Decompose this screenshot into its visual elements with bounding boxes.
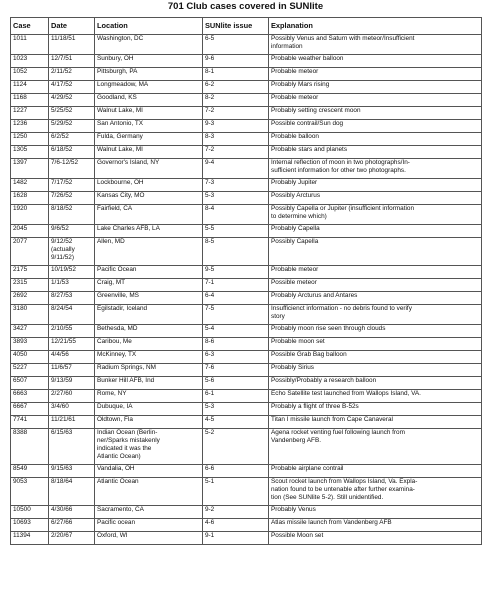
case-cell: 9053 bbox=[11, 478, 49, 506]
case-cell: 10693 bbox=[11, 519, 49, 532]
issue-cell: 8-4 bbox=[203, 205, 269, 225]
explanation-cell: Probably Capella bbox=[269, 225, 482, 238]
issue-cell: 6-6 bbox=[203, 465, 269, 478]
location-cell: Sunbury, OH bbox=[95, 55, 203, 68]
location-cell: McKinney, TX bbox=[95, 351, 203, 364]
location-cell: Fairfield, CA bbox=[95, 205, 203, 225]
table-row bbox=[11, 532, 482, 545]
explanation-cell: Probably Venus bbox=[269, 506, 482, 519]
issue-cell: 5-6 bbox=[203, 377, 269, 390]
table-row bbox=[11, 506, 482, 519]
date-cell: 8/27/53 bbox=[49, 292, 95, 305]
issue-cell: 8-3 bbox=[203, 133, 269, 146]
issue-cell: 7-1 bbox=[203, 279, 269, 292]
explanation-cell: Probable moon set bbox=[269, 338, 482, 351]
explanation-cell: Probably Mars rising bbox=[269, 81, 482, 94]
explanation-cell: Possibly Capella or Jupiter (insufficient information to determine which) bbox=[269, 205, 482, 225]
issue-cell: 6-5 bbox=[203, 35, 269, 55]
issue-cell: 4-5 bbox=[203, 416, 269, 429]
case-cell: 1628 bbox=[11, 192, 49, 205]
issue-cell: 6-4 bbox=[203, 292, 269, 305]
issue-cell: 7-5 bbox=[203, 305, 269, 325]
case-cell: 1305 bbox=[11, 146, 49, 159]
case-cell: 1920 bbox=[11, 205, 49, 225]
case-cell: 3893 bbox=[11, 338, 49, 351]
case-cell: 1011 bbox=[11, 35, 49, 55]
location-cell: Lake Charles AFB, LA bbox=[95, 225, 203, 238]
explanation-cell: Possibly Capella bbox=[269, 238, 482, 266]
location-cell: San Antonio, TX bbox=[95, 120, 203, 133]
date-cell: 11/6/57 bbox=[49, 364, 95, 377]
issue-cell: 9-1 bbox=[203, 532, 269, 545]
table-row bbox=[11, 133, 482, 146]
table-body bbox=[11, 35, 482, 545]
date-cell: 12/7/51 bbox=[49, 55, 95, 68]
explanation-cell: Probable stars and planets bbox=[269, 146, 482, 159]
issue-cell: 5-4 bbox=[203, 325, 269, 338]
case-cell: 4050 bbox=[11, 351, 49, 364]
table-row bbox=[11, 416, 482, 429]
location-cell: Kansas City, MO bbox=[95, 192, 203, 205]
table-row bbox=[11, 403, 482, 416]
table-row bbox=[11, 55, 482, 68]
issue-cell: 9-6 bbox=[203, 55, 269, 68]
explanation-cell: Probably Arcturus and Antares bbox=[269, 292, 482, 305]
explanation-cell: Titan I missile launch from Cape Canaveral bbox=[269, 416, 482, 429]
header-date: Date bbox=[49, 18, 95, 35]
issue-cell: 8-2 bbox=[203, 94, 269, 107]
location-cell: Longmeadow, MA bbox=[95, 81, 203, 94]
table-row bbox=[11, 120, 482, 133]
case-cell: 3427 bbox=[11, 325, 49, 338]
location-cell: Goodland, KS bbox=[95, 94, 203, 107]
table-row bbox=[11, 390, 482, 403]
case-cell: 1482 bbox=[11, 179, 49, 192]
table-row bbox=[11, 325, 482, 338]
case-cell: 2077 bbox=[11, 238, 49, 266]
location-cell: Craig, MT bbox=[95, 279, 203, 292]
table-row bbox=[11, 94, 482, 107]
location-cell: Walnut Lake, MI bbox=[95, 107, 203, 120]
explanation-cell: Insufficienct information - no debris found to verify story bbox=[269, 305, 482, 325]
case-cell: 2045 bbox=[11, 225, 49, 238]
date-cell: 5/25/52 bbox=[49, 107, 95, 120]
date-cell: 7/26/52 bbox=[49, 192, 95, 205]
table-row bbox=[11, 205, 482, 225]
issue-cell: 9-2 bbox=[203, 506, 269, 519]
issue-cell: 7-6 bbox=[203, 364, 269, 377]
issue-cell: 7-2 bbox=[203, 146, 269, 159]
explanation-cell: Possible contrail/Sun dog bbox=[269, 120, 482, 133]
explanation-cell: Possible Moon set bbox=[269, 532, 482, 545]
date-cell: 6/18/52 bbox=[49, 146, 95, 159]
date-cell: 10/19/52 bbox=[49, 266, 95, 279]
date-cell: 7/17/52 bbox=[49, 179, 95, 192]
location-cell: Oldtown, Fla bbox=[95, 416, 203, 429]
table-row bbox=[11, 478, 482, 506]
issue-cell: 9-5 bbox=[203, 266, 269, 279]
case-cell: 8549 bbox=[11, 465, 49, 478]
location-cell: Fulda, Germany bbox=[95, 133, 203, 146]
case-cell: 1250 bbox=[11, 133, 49, 146]
location-cell: Indian Ocean (Berlin- ner/Sparks mistakenly indicated it was the Atlantic Ocean) bbox=[95, 429, 203, 465]
case-cell: 6507 bbox=[11, 377, 49, 390]
date-cell: 4/29/52 bbox=[49, 94, 95, 107]
explanation-cell: Agena rocket venting fuel following launch from Vandenberg AFB. bbox=[269, 429, 482, 465]
issue-cell: 6-1 bbox=[203, 390, 269, 403]
location-cell: Governor's Island, NY bbox=[95, 159, 203, 179]
date-cell: 5/29/52 bbox=[49, 120, 95, 133]
case-cell: 2315 bbox=[11, 279, 49, 292]
explanation-cell: Probably Jupiter bbox=[269, 179, 482, 192]
case-cell: 6663 bbox=[11, 390, 49, 403]
location-cell: Pittsburgh, PA bbox=[95, 68, 203, 81]
issue-cell: 5-5 bbox=[203, 225, 269, 238]
explanation-cell: Probably a flight of three B-52s bbox=[269, 403, 482, 416]
date-cell: 4/30/66 bbox=[49, 506, 95, 519]
explanation-cell: Possibly/Probably a research balloon bbox=[269, 377, 482, 390]
header-case: Case bbox=[11, 18, 49, 35]
location-cell: Bunker Hill AFB, Ind bbox=[95, 377, 203, 390]
case-cell: 5227 bbox=[11, 364, 49, 377]
location-cell: Egilstadir, Iceland bbox=[95, 305, 203, 325]
explanation-cell: Probable meteor bbox=[269, 68, 482, 81]
explanation-cell: Scout rocket launch from Wallops Island, Va. Expla- nation found to be untenable after further examina- tion (See SUNlite 5-2). Still unidentified. bbox=[269, 478, 482, 506]
table-row bbox=[11, 377, 482, 390]
case-cell: 1397 bbox=[11, 159, 49, 179]
case-cell: 1227 bbox=[11, 107, 49, 120]
issue-cell: 6-2 bbox=[203, 81, 269, 94]
table-row bbox=[11, 35, 482, 55]
case-cell: 10500 bbox=[11, 506, 49, 519]
page-title: 701 Club cases covered in SUNlite bbox=[167, 1, 324, 12]
issue-cell: 8-5 bbox=[203, 238, 269, 266]
header-location: Location bbox=[95, 18, 203, 35]
issue-cell: 8-6 bbox=[203, 338, 269, 351]
location-cell: Allen, MD bbox=[95, 238, 203, 266]
table-row bbox=[11, 107, 482, 120]
issue-cell: 5-1 bbox=[203, 478, 269, 506]
header-sunlite-issue: SUNlite issue bbox=[203, 18, 269, 35]
date-cell: 3/4/60 bbox=[49, 403, 95, 416]
table-row bbox=[11, 305, 482, 325]
date-cell: 2/11/52 bbox=[49, 68, 95, 81]
issue-cell: 5-3 bbox=[203, 192, 269, 205]
table-row bbox=[11, 225, 482, 238]
explanation-cell: Echo Satellite test launched from Wallops Island, VA. bbox=[269, 390, 482, 403]
case-cell: 11394 bbox=[11, 532, 49, 545]
issue-cell: 5-2 bbox=[203, 429, 269, 465]
date-cell: 2/10/55 bbox=[49, 325, 95, 338]
table-row bbox=[11, 81, 482, 94]
header-explanation: Explanation bbox=[269, 18, 482, 35]
explanation-cell: Probable airplane contrail bbox=[269, 465, 482, 478]
table-row bbox=[11, 238, 482, 266]
cases-table bbox=[10, 17, 482, 545]
explanation-cell: Possibly Arcturus bbox=[269, 192, 482, 205]
location-cell: Dubuque, IA bbox=[95, 403, 203, 416]
explanation-cell: Probably moon rise seen through clouds bbox=[269, 325, 482, 338]
issue-cell: 5-3 bbox=[203, 403, 269, 416]
explanation-cell: Probable balloon bbox=[269, 133, 482, 146]
explanation-cell: Internal reflection of moon in two photographs/In- sufficient information for other two photographs. bbox=[269, 159, 482, 179]
date-cell: 8/18/64 bbox=[49, 478, 95, 506]
location-cell: Atlantic Ocean bbox=[95, 478, 203, 506]
table-row bbox=[11, 364, 482, 377]
table-row bbox=[11, 351, 482, 364]
table-row bbox=[11, 68, 482, 81]
case-cell: 1168 bbox=[11, 94, 49, 107]
location-cell: Caribou, Me bbox=[95, 338, 203, 351]
table-row bbox=[11, 179, 482, 192]
explanation-cell: Possible Grab Bag balloon bbox=[269, 351, 482, 364]
explanation-cell: Probable meteor bbox=[269, 94, 482, 107]
explanation-cell: Atlas missile launch from Vandenberg AFB bbox=[269, 519, 482, 532]
date-cell: 7/6-12/52 bbox=[49, 159, 95, 179]
location-cell: Radium Springs, NM bbox=[95, 364, 203, 377]
case-cell: 1236 bbox=[11, 120, 49, 133]
case-cell: 6667 bbox=[11, 403, 49, 416]
date-cell: 9/13/59 bbox=[49, 377, 95, 390]
explanation-cell: Probable meteor bbox=[269, 266, 482, 279]
date-cell: 11/21/61 bbox=[49, 416, 95, 429]
table-row bbox=[11, 465, 482, 478]
table-row bbox=[11, 338, 482, 351]
table-row bbox=[11, 279, 482, 292]
table-row bbox=[11, 266, 482, 279]
issue-cell: 9-4 bbox=[203, 159, 269, 179]
case-cell: 8388 bbox=[11, 429, 49, 465]
location-cell: Bethesda, MD bbox=[95, 325, 203, 338]
explanation-cell: Probably setting crescent moon bbox=[269, 107, 482, 120]
date-cell: 4/17/52 bbox=[49, 81, 95, 94]
date-cell: 2/27/60 bbox=[49, 390, 95, 403]
location-cell: Pacific ocean bbox=[95, 519, 203, 532]
case-cell: 2692 bbox=[11, 292, 49, 305]
explanation-cell: Probably Sirius bbox=[269, 364, 482, 377]
date-cell: 8/24/54 bbox=[49, 305, 95, 325]
issue-cell: 4-6 bbox=[203, 519, 269, 532]
explanation-cell: Possibly Venus and Saturn with meteor/Insufficient information bbox=[269, 35, 482, 55]
location-cell: Pacific Ocean bbox=[95, 266, 203, 279]
location-cell: Washington, DC bbox=[95, 35, 203, 55]
date-cell: 9/15/63 bbox=[49, 465, 95, 478]
date-cell: 6/2/52 bbox=[49, 133, 95, 146]
case-cell: 1052 bbox=[11, 68, 49, 81]
date-cell: 8/18/52 bbox=[49, 205, 95, 225]
table-row bbox=[11, 429, 482, 465]
date-cell: 1/1/53 bbox=[49, 279, 95, 292]
issue-cell: 8-1 bbox=[203, 68, 269, 81]
case-cell: 7741 bbox=[11, 416, 49, 429]
location-cell: Rome, NY bbox=[95, 390, 203, 403]
date-cell: 9/12/52 (actually 9/11/52) bbox=[49, 238, 95, 266]
table-row bbox=[11, 519, 482, 532]
explanation-cell: Probable weather balloon bbox=[269, 55, 482, 68]
case-cell: 3180 bbox=[11, 305, 49, 325]
case-cell: 1023 bbox=[11, 55, 49, 68]
location-cell: Greenville, MS bbox=[95, 292, 203, 305]
date-cell: 2/20/67 bbox=[49, 532, 95, 545]
table-header-row bbox=[11, 18, 482, 35]
table-row bbox=[11, 292, 482, 305]
location-cell: Walnut Lake, MI bbox=[95, 146, 203, 159]
table-row bbox=[11, 146, 482, 159]
location-cell: Lockbourne, OH bbox=[95, 179, 203, 192]
location-cell: Vandalia, OH bbox=[95, 465, 203, 478]
issue-cell: 6-3 bbox=[203, 351, 269, 364]
date-cell: 11/18/51 bbox=[49, 35, 95, 55]
location-cell: Oxford, WI bbox=[95, 532, 203, 545]
location-cell: Sacramento, CA bbox=[95, 506, 203, 519]
issue-cell: 7-3 bbox=[203, 179, 269, 192]
table-row bbox=[11, 159, 482, 179]
date-cell: 6/15/63 bbox=[49, 429, 95, 465]
date-cell: 12/21/55 bbox=[49, 338, 95, 351]
case-cell: 2175 bbox=[11, 266, 49, 279]
date-cell: 6/27/66 bbox=[49, 519, 95, 532]
date-cell: 9/6/52 bbox=[49, 225, 95, 238]
explanation-cell: Possible meteor bbox=[269, 279, 482, 292]
table-row bbox=[11, 192, 482, 205]
case-cell: 1124 bbox=[11, 81, 49, 94]
date-cell: 4/4/56 bbox=[49, 351, 95, 364]
issue-cell: 9-3 bbox=[203, 120, 269, 133]
issue-cell: 7-2 bbox=[203, 107, 269, 120]
